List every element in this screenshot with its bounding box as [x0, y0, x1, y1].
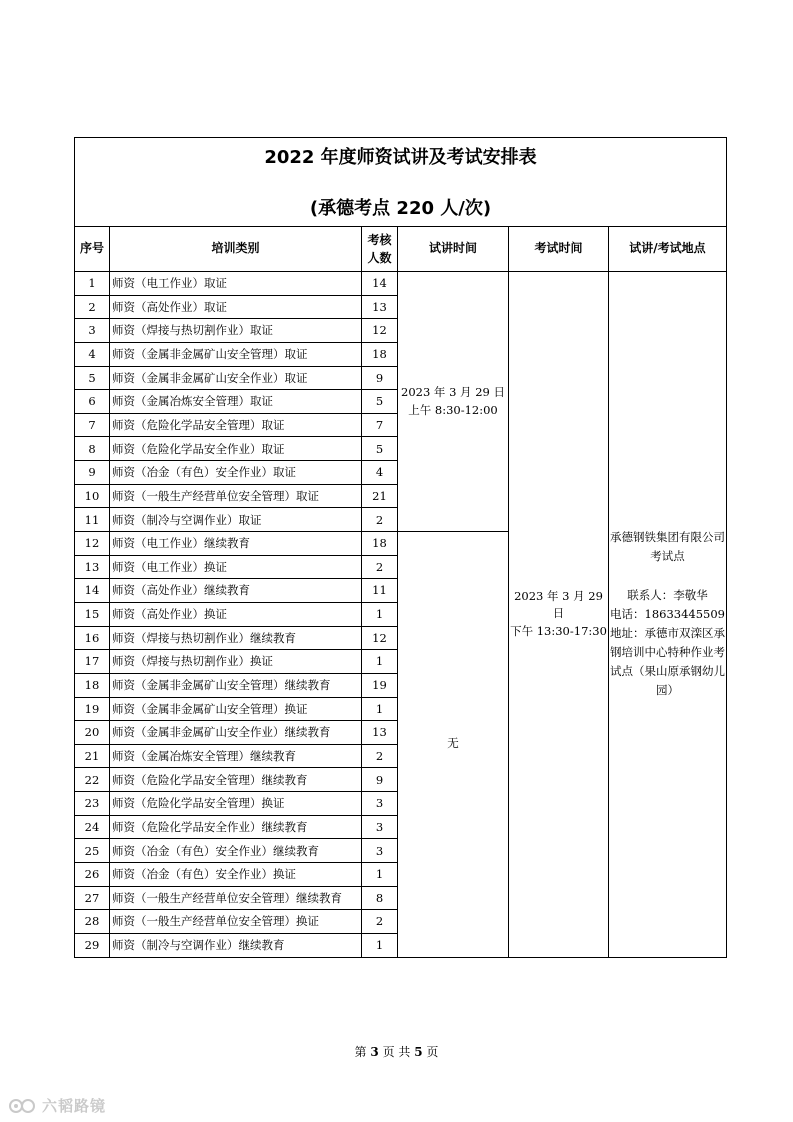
- schedule-table: [74, 137, 727, 958]
- row-count: 13: [362, 295, 398, 319]
- row-count: 12: [362, 319, 398, 343]
- header-row: [75, 227, 727, 272]
- row-seq: 27: [75, 886, 110, 910]
- exam-date: 2023 年 3 月 29 日: [514, 588, 603, 621]
- row-category: 师资（金属非金属矿山安全管理）换证: [110, 697, 362, 721]
- row-seq: 14: [75, 579, 110, 603]
- page-footer: [0, 1043, 793, 1060]
- row-seq: 26: [75, 863, 110, 887]
- footer-suffix: 页: [426, 1045, 439, 1059]
- lecture-hours: 上午 8:30-12:00: [408, 402, 498, 417]
- row-seq: 22: [75, 768, 110, 792]
- row-seq: 13: [75, 555, 110, 579]
- row-category: 师资（高处作业）取证: [110, 295, 362, 319]
- row-seq: 18: [75, 673, 110, 697]
- row-seq: 17: [75, 650, 110, 674]
- row-count: 5: [362, 437, 398, 461]
- row-seq: 23: [75, 792, 110, 816]
- row-category: 师资（制冷与空调作业）继续教育: [110, 933, 362, 957]
- header-category: 培训类别: [110, 227, 362, 272]
- row-category: 师资（冶金（有色）安全作业）继续教育: [110, 839, 362, 863]
- row-category: 师资（一般生产经营单位安全管理）取证: [110, 484, 362, 508]
- row-count: 9: [362, 768, 398, 792]
- table-body: [75, 272, 727, 958]
- header-seq: 序号: [75, 227, 110, 272]
- location-name-line2: 考试点: [650, 549, 685, 564]
- header-count-line1: 考核: [367, 233, 392, 247]
- footer-total-pages: 5: [414, 1045, 423, 1059]
- row-category: 师资（冶金（有色）安全作业）换证: [110, 863, 362, 887]
- row-category: 师资（金属冶炼安全管理）取证: [110, 390, 362, 414]
- row-count: 3: [362, 815, 398, 839]
- row-category: 师资（焊接与热切割作业）换证: [110, 650, 362, 674]
- row-seq: 16: [75, 626, 110, 650]
- row-seq: 10: [75, 484, 110, 508]
- row-count: 2: [362, 555, 398, 579]
- document-subtitle: (承德考点 220 人/次): [309, 198, 492, 219]
- row-count: 21: [362, 484, 398, 508]
- lecture-date: 2023 年 3 月 29 日: [401, 384, 505, 399]
- row-count: 12: [362, 626, 398, 650]
- row-category: 师资（危险化学品安全管理）继续教育: [110, 768, 362, 792]
- row-count: 3: [362, 839, 398, 863]
- row-seq: 12: [75, 532, 110, 556]
- row-seq: 25: [75, 839, 110, 863]
- row-count: 2: [362, 910, 398, 934]
- row-count: 8: [362, 886, 398, 910]
- header-exam-time: 考试时间: [509, 227, 609, 272]
- row-count: 2: [362, 744, 398, 768]
- row-category: 师资（电工作业）换证: [110, 555, 362, 579]
- location-phone: 电话：18633445509: [610, 607, 725, 622]
- location-address-line2: 钢培训中心特种作业考: [610, 645, 725, 660]
- row-category: 师资（焊接与热切割作业）取证: [110, 319, 362, 343]
- row-category: 师资（冶金（有色）安全作业）取证: [110, 461, 362, 485]
- row-category: 师资（制冷与空调作业）取证: [110, 508, 362, 532]
- row-category: 师资（一般生产经营单位安全管理）继续教育: [110, 886, 362, 910]
- row-count: 2: [362, 508, 398, 532]
- row-count: 7: [362, 413, 398, 437]
- row-category: 师资（金属非金属矿山安全管理）继续教育: [110, 673, 362, 697]
- watermark: [8, 1095, 106, 1116]
- row-count: 9: [362, 366, 398, 390]
- watermark-text: 六韬路镜: [42, 1097, 107, 1115]
- location-contact: 联系人：李敬华: [627, 588, 708, 603]
- row-seq: 5: [75, 366, 110, 390]
- row-count: 1: [362, 650, 398, 674]
- footer-prefix: 第: [354, 1045, 367, 1059]
- row-seq: 8: [75, 437, 110, 461]
- location-address-line1: 地址：承德市双滦区承: [610, 626, 725, 641]
- row-seq: 9: [75, 461, 110, 485]
- row-seq: 6: [75, 390, 110, 414]
- footer-current-page: 3: [370, 1045, 379, 1059]
- row-count: 1: [362, 863, 398, 887]
- row-count: 1: [362, 933, 398, 957]
- row-count: 1: [362, 697, 398, 721]
- row-category: 师资（电工作业）继续教育: [110, 532, 362, 556]
- row-seq: 3: [75, 319, 110, 343]
- row-seq: 2: [75, 295, 110, 319]
- row-category: 师资（金属非金属矿山安全作业）继续教育: [110, 721, 362, 745]
- row-category: 师资（危险化学品安全作业）取证: [110, 437, 362, 461]
- row-count: 19: [362, 673, 398, 697]
- location-name-line1: 承德钢铁集团有限公司: [610, 530, 725, 545]
- row-count: 18: [362, 342, 398, 366]
- row-seq: 29: [75, 933, 110, 957]
- row-count: 3: [362, 792, 398, 816]
- watermark-logo-icon: [8, 1097, 38, 1115]
- row-category: 师资（高处作业）换证: [110, 602, 362, 626]
- lecture-none-text: 无: [447, 736, 459, 751]
- exam-hours: 下午 13:30-17:30: [510, 624, 607, 639]
- lecture-time-none: [398, 532, 509, 958]
- row-count: 14: [362, 272, 398, 296]
- row-seq: 19: [75, 697, 110, 721]
- row-seq: 21: [75, 744, 110, 768]
- row-category: 师资（危险化学品安全管理）取证: [110, 413, 362, 437]
- lecture-time-morning: [398, 272, 509, 532]
- row-seq: 20: [75, 721, 110, 745]
- header-location: 试讲/考试地点: [609, 227, 727, 272]
- row-seq: 4: [75, 342, 110, 366]
- row-count: 4: [362, 461, 398, 485]
- footer-middle: 页 共: [382, 1045, 411, 1059]
- row-seq: 11: [75, 508, 110, 532]
- document-title: 2022 年度师资试讲及考试安排表: [264, 147, 537, 169]
- row-category: 师资（焊接与热切割作业）继续教育: [110, 626, 362, 650]
- title-block: [75, 138, 727, 227]
- row-count: 5: [362, 390, 398, 414]
- row-category: 师资（危险化学品安全管理）换证: [110, 792, 362, 816]
- exam-time: [509, 272, 609, 958]
- row-category: 师资（金属非金属矿山安全作业）取证: [110, 366, 362, 390]
- location-address-line4: 园）: [656, 683, 679, 698]
- row-category: 师资（一般生产经营单位安全管理）换证: [110, 910, 362, 934]
- table-row: [75, 272, 727, 296]
- location-spacer: [610, 566, 725, 586]
- row-category: 师资（金属非金属矿山安全管理）取证: [110, 342, 362, 366]
- row-count: 11: [362, 579, 398, 603]
- row-category: 师资（危险化学品安全作业）继续教育: [110, 815, 362, 839]
- header-count-line2: 人数: [367, 251, 392, 265]
- row-seq: 28: [75, 910, 110, 934]
- header-lecture-time: 试讲时间: [398, 227, 509, 272]
- row-count: 1: [362, 602, 398, 626]
- row-count: 18: [362, 532, 398, 556]
- location-address-line3: 试点（果山原承钢幼儿: [610, 664, 725, 679]
- row-seq: 24: [75, 815, 110, 839]
- row-seq: 7: [75, 413, 110, 437]
- row-category: 师资（电工作业）取证: [110, 272, 362, 296]
- row-count: 13: [362, 721, 398, 745]
- row-seq: 1: [75, 272, 110, 296]
- row-seq: 15: [75, 602, 110, 626]
- row-category: 师资（高处作业）继续教育: [110, 579, 362, 603]
- row-category: 师资（金属冶炼安全管理）继续教育: [110, 744, 362, 768]
- header-count: [362, 227, 398, 272]
- location-cell: [609, 272, 727, 958]
